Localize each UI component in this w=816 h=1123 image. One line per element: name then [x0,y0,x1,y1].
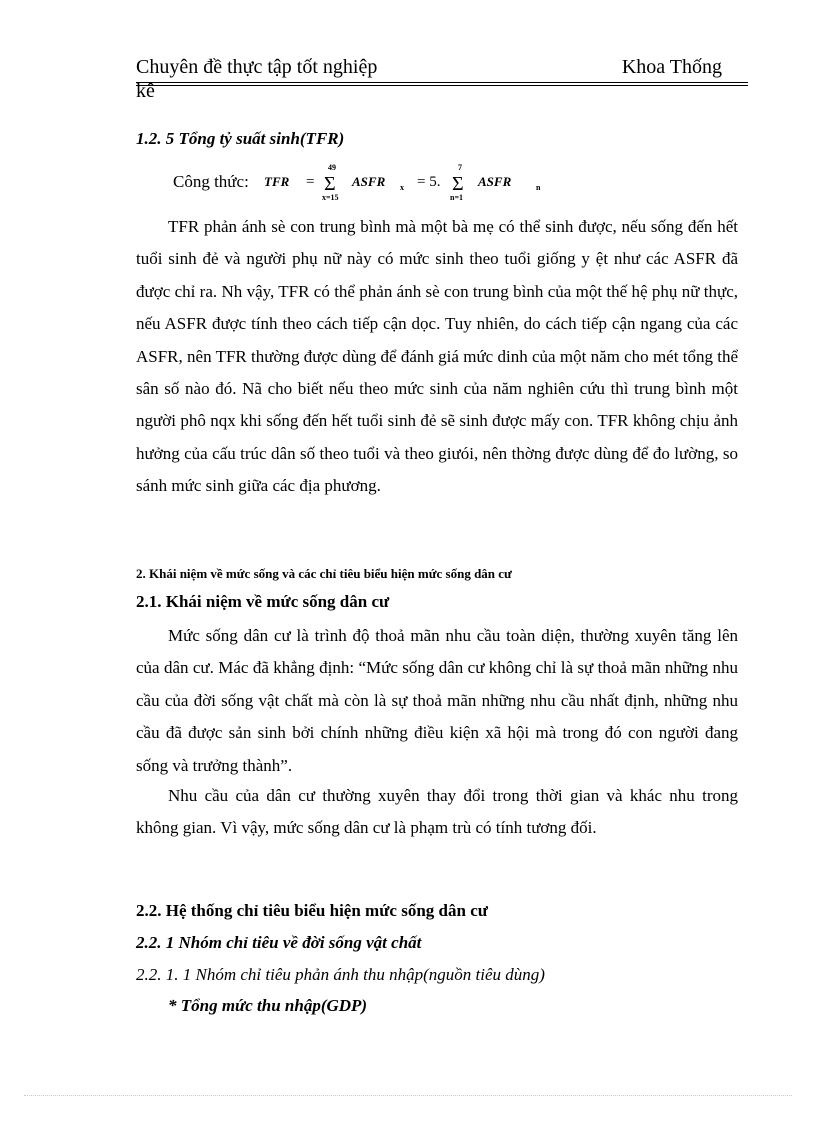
formula-equation [262,162,562,202]
header-left-text: Chuyên đề thực tập tốt nghiệp [136,56,378,78]
formula-lhs: TFR [264,174,290,189]
heading-2-2-1-1: 2.2. 1. 1 Nhóm chỉ tiêu phản ánh thu nhập(nguồn tiêu dùng) [136,965,545,984]
formula-sigma2: Σ [452,173,464,195]
formula-label: Công thức: [173,172,249,191]
heading-2: 2. Khái niệm về mức sống và các chỉ tiêu biểu hiện mức sống dân cư [136,566,512,581]
formula-term2: ASFR [478,174,512,189]
formula-sum1-top: 49 [328,163,336,172]
tfr-formula [173,162,573,202]
heading-2-2: 2.2. Hệ thống chỉ tiêu biểu hiện mức sống dân cư [136,901,488,920]
heading-2-1: 2.1. Khái niệm về mức sống dân cư [136,592,390,611]
formula-sum2-bottom: n=1 [450,193,464,202]
page-header [136,54,748,83]
living-standard-paragraph: Mức sống dân cư là trình độ thoả mãn nhu cầu toàn diện, thường xuyên tăng lên của dân cư. Mác đã khẳng định: “Mức sống dân cư không chỉ là sự thoả mãn những nhu cầu của đời sống vật chất mà còn là sự thoả mãn những nhu cầu nhất định, những nhu cầu đã được sản sinh bởi chính những điều kiện xã hội mà trong đó con người đang sống và trưởng thành”. [136,626,738,775]
formula-sub2: n [536,183,541,192]
bullet-gdp: * Tổng mức thu nhập(GDP) [168,996,368,1015]
tfr-paragraph: TFR phản ánh sè con trung bình mà một bà mẹ có thể sinh được, nếu sống đến hết tuổi sinh đẻ và người phụ nữ này có mức sinh theo tuổi giống y ệt như các ASFR đã được chỉ ra. Nh vậy, TFR có thể phản ánh sè con trung bình của một thế hệ phụ nữ thực, nếu ASFR được tính theo cách tiếp cận dọc. Tuy nhiên, do cách tiếp cận ngang của các ASFR, nên TFR thường được dùng để đánh giá mức dinh của một năm cho mét tổng thể sân số nào đó. Nã cho biết nếu theo mức sinh của năm nghiên cứu thì trung bình một người phô nqx khi sống đến hết tuổi sinh đẻ sẽ sinh được mấy con. TFR không chịu ảnh hưởng của cấu trúc dân số theo tuổi và theo giưói, nên thờng được dùng để đo lường, so sánh mức sinh giữa các địa phương. [136,217,738,496]
heading-1-2-5: 1.2. 5 Tổng tỷ suất sinh(TFR) [136,129,345,148]
formula-term1: ASFR [352,174,386,189]
needs-paragraph: Nhu cầu của dân cư thường xuyên thay đổi trong thời gian và khác nhu trong không gian. Vì vậy, mức sống dân cư là phạm trù có tính tương đối. [136,786,738,838]
formula-sum2-top: 7 [458,163,462,172]
header-continuation: kê [136,80,155,102]
formula-eq2: = 5. [417,174,441,190]
formula-sub1: x [400,183,404,192]
formula-sum1-bottom: x=15 [322,193,339,202]
formula-sigma1: Σ [324,173,336,195]
page-bottom-divider [24,1095,792,1096]
heading-2-2-1: 2.2. 1 Nhóm chỉ tiêu về đời sống vật chất [136,933,422,952]
formula-eq1: = [306,174,315,190]
header-right-text: Khoa Thống [621,56,722,78]
